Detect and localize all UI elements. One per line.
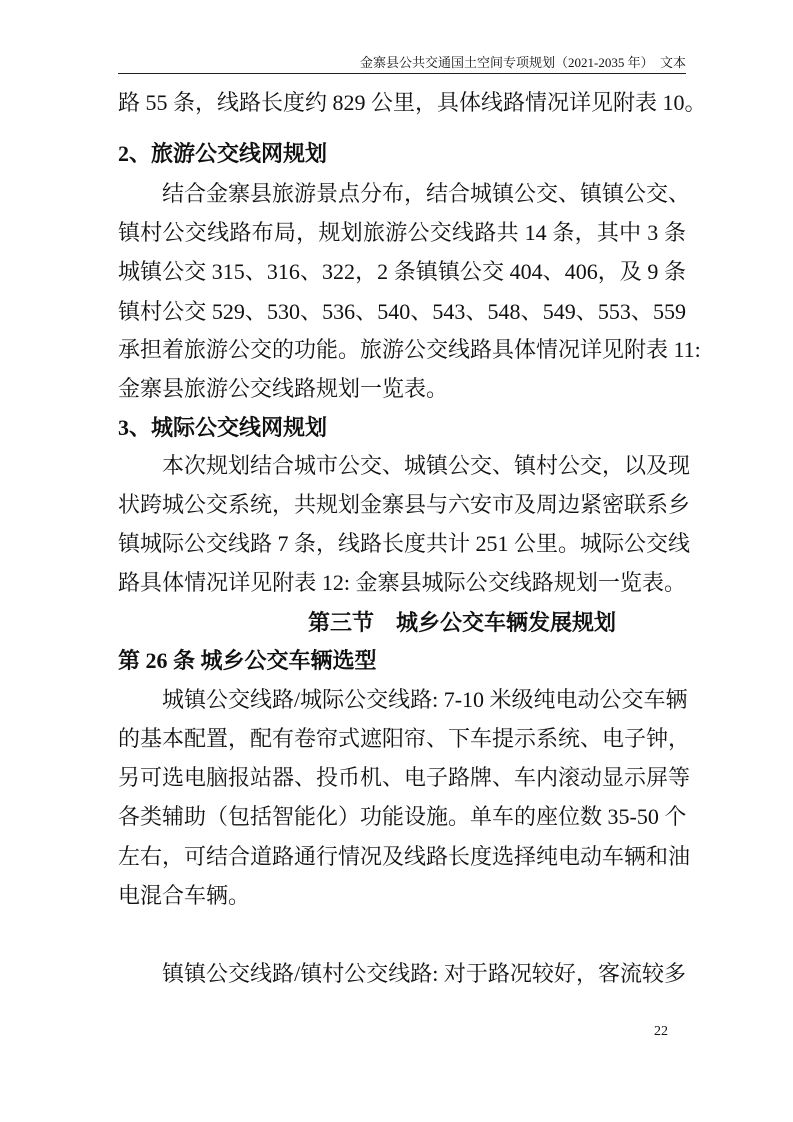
running-header bbox=[360, 52, 686, 71]
paragraph-line: 另可选电脑报站器、投币机、电子路牌、车内滚动显示屏等 bbox=[118, 765, 691, 790]
paragraph-line: 状跨城公交系统，共规划金寨县与六安市及周边紧密联系乡 bbox=[118, 492, 691, 517]
header-rule bbox=[118, 73, 686, 74]
paragraph-line: 电混合车辆。 bbox=[118, 883, 251, 908]
paragraph-line: 镇城际公交线路 7 条，线路长度共计 251 公里。城际公交线 bbox=[118, 531, 691, 556]
paragraph-line: 城镇公交线路/城际公交线路: 7-10 米级纯电动公交车辆 bbox=[162, 687, 688, 712]
paragraph-line: 左右，可结合道路通行情况及线路长度选择纯电动车辆和油 bbox=[118, 844, 691, 869]
paragraph-line: 本次规划结合城市公交、城镇公交、镇村公交，以及现 bbox=[162, 453, 691, 478]
paragraph-line: 镇镇公交线路/镇村公交线路: 对于路况较好，客流较多 bbox=[162, 961, 686, 986]
paragraph-line: 各类辅助（包括智能化）功能设施。单车的座位数 35-50 个 bbox=[118, 804, 687, 829]
paragraph-line: 承担着旅游公交的功能。旅游公交线路具体情况详见附表 11: bbox=[118, 337, 701, 362]
paragraph-line: 路具体情况详见附表 12: 金寨县城际公交线路规划一览表。 bbox=[118, 570, 686, 595]
page-number: 22 bbox=[654, 1024, 668, 1039]
paragraph-line: 结合金寨县旅游景点分布，结合城镇公交、镇镇公交、 bbox=[162, 181, 691, 206]
heading-intercity-network: 3、城际公交线网规划 bbox=[118, 415, 328, 440]
paragraph-line: 路 55 条，线路长度约 829 公里，具体线路情况详见附表 10。 bbox=[118, 90, 707, 115]
header-title: 金寨县公共交通国土空间专项规划（2021-2035 年） bbox=[360, 55, 654, 70]
paragraph-line: 的基本配置，配有卷帘式遮阳帘、下车提示系统、电子钟， bbox=[118, 726, 691, 751]
paragraph-line: 城镇公交 315、316、322，2 条镇镇公交 404、406，及 9 条 bbox=[118, 259, 686, 284]
paragraph-line: 金寨县旅游公交线路规划一览表。 bbox=[118, 376, 449, 401]
paragraph-line: 镇村公交 529、530、536、540、543、548、549、553、559 bbox=[118, 299, 686, 324]
article-heading: 第 26 条 城乡公交车辆选型 bbox=[118, 648, 377, 673]
heading-tourism-network: 2、旅游公交线网规划 bbox=[118, 141, 328, 166]
header-tag: 文本 bbox=[659, 55, 686, 70]
section-heading: 第三节 城乡公交车辆发展规划 bbox=[307, 610, 616, 635]
paragraph-line: 镇村公交线路布局，规划旅游公交线路共 14 条，其中 3 条 bbox=[118, 220, 686, 245]
